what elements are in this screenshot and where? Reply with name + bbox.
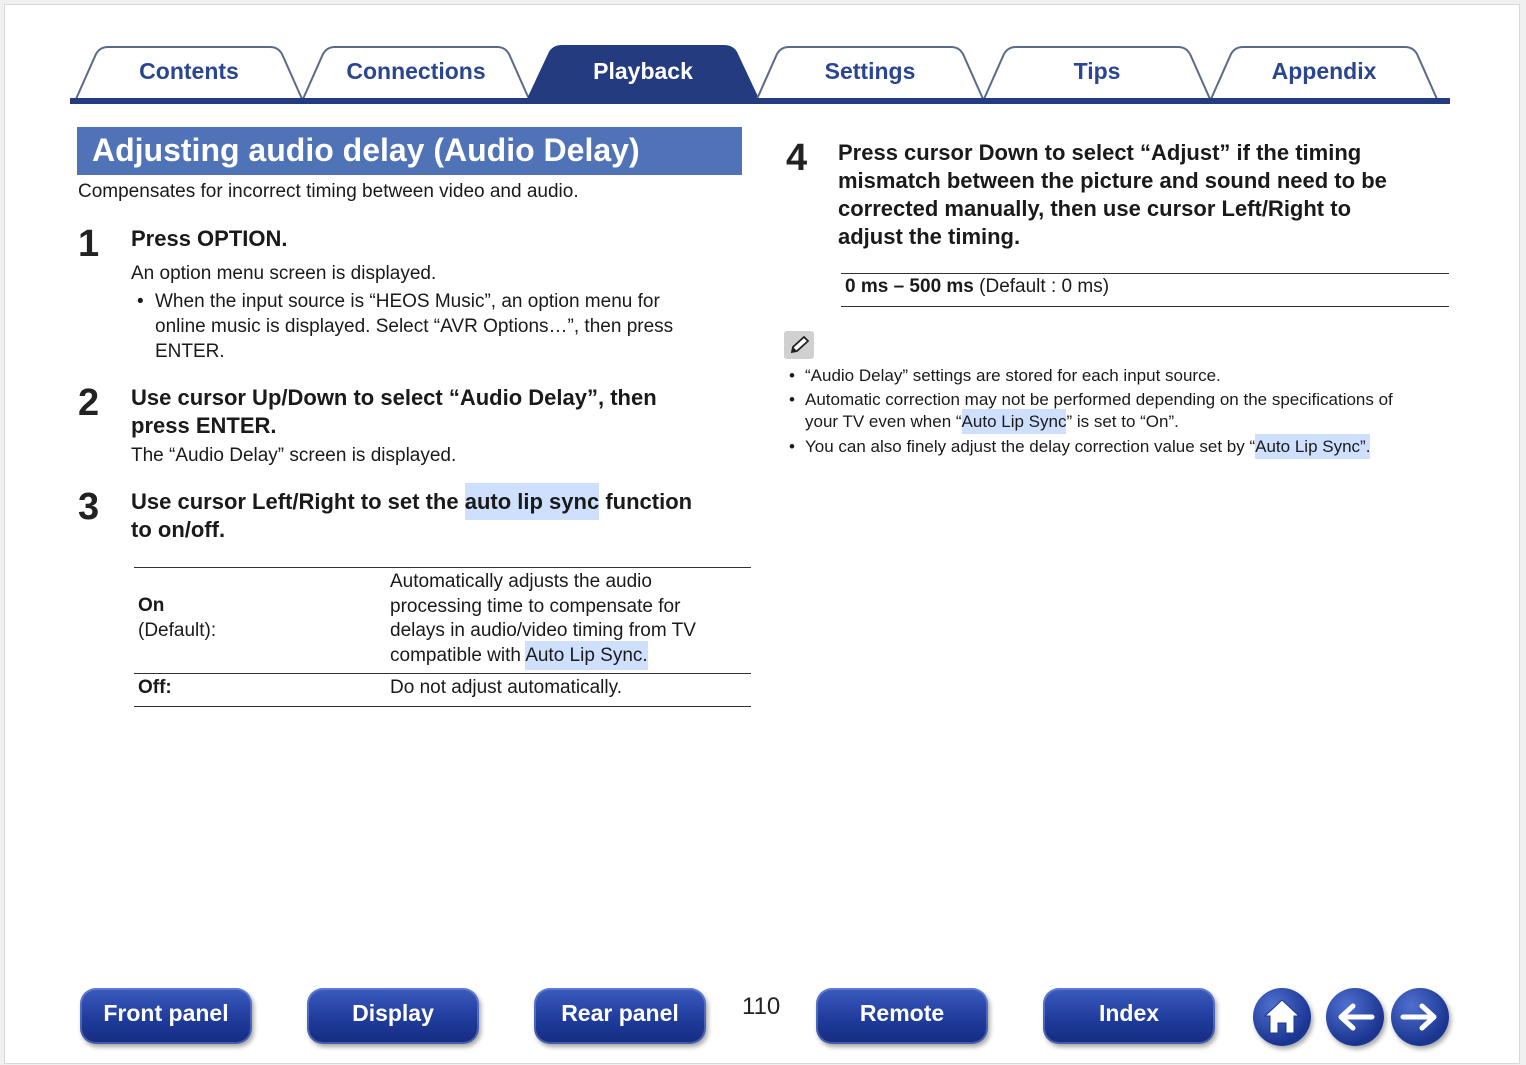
tab-connections[interactable] xyxy=(301,44,531,99)
step-number: 4 xyxy=(786,137,808,179)
note-text: “Audio Delay” settings are stored for each input source. xyxy=(805,366,1221,385)
note-text: Automatic correction may not be performed depending on the specifications of xyxy=(805,390,1393,409)
step-heading xyxy=(131,488,692,544)
rear-panel-button[interactable] xyxy=(534,988,706,1044)
bullet-line: When the input source is “HEOS Music”, an option menu for xyxy=(155,291,660,312)
auto-lip-sync-link[interactable]: auto lip sync xyxy=(465,483,599,520)
description-line xyxy=(390,644,696,669)
step-heading xyxy=(131,384,657,440)
page-number: 110 xyxy=(742,993,781,1020)
tab-playback[interactable] xyxy=(528,44,758,99)
description-line: Automatically adjusts the audio xyxy=(390,571,652,592)
note-fragment: You can also finely adjust the delay correction value set by “ xyxy=(805,437,1256,456)
bullet-line: online music is displayed. Select “AVR Options…”, then press xyxy=(155,316,674,337)
tab-tips[interactable] xyxy=(982,44,1212,99)
tab-contents[interactable] xyxy=(74,44,304,99)
pencil-icon xyxy=(784,331,814,359)
button-label: Front panel xyxy=(103,1000,229,1026)
step-heading: Press OPTION. xyxy=(131,226,288,251)
default-text: (Default): xyxy=(138,619,217,641)
step-number: 3 xyxy=(78,486,100,528)
bullet-dot: • xyxy=(789,366,795,385)
delay-range xyxy=(845,276,1109,298)
table-cell-description: Do not adjust automatically. xyxy=(390,677,622,698)
tab-label: Connections xyxy=(346,58,486,84)
bullet-dot: • xyxy=(789,390,795,409)
step-number: 1 xyxy=(78,223,100,265)
home-icon[interactable] xyxy=(1253,988,1311,1046)
step-heading-line: Use cursor Up/Down to select “Audio Delay”, then xyxy=(131,385,657,410)
step-heading-line: mismatch between the picture and sound need to be xyxy=(838,168,1387,193)
table-rule xyxy=(134,673,751,674)
arrow-left-icon[interactable] xyxy=(1326,988,1384,1046)
tab-label: Settings xyxy=(824,58,916,84)
step-heading-line: Press cursor Down to select “Adjust” if the timing xyxy=(838,140,1362,165)
description-line: processing time to compensate for xyxy=(390,595,681,617)
index-button[interactable] xyxy=(1043,988,1215,1044)
button-label: Index xyxy=(1098,1000,1160,1026)
table-rule xyxy=(134,706,751,707)
step-heading-line: press ENTER. xyxy=(131,413,277,438)
note-item xyxy=(789,389,1393,433)
page-subtitle: Compensates for incorrect timing between video and audio. xyxy=(78,181,579,202)
button-label: Display xyxy=(352,1000,434,1026)
bullet-dot: • xyxy=(137,291,144,312)
option-default xyxy=(138,619,216,644)
section-title-banner xyxy=(77,127,742,175)
tab-label: Playback xyxy=(593,58,693,84)
range-rule xyxy=(841,273,1449,274)
step-heading-line: adjust the timing. xyxy=(838,224,1021,249)
step-heading xyxy=(838,139,1387,251)
bullet-line: ENTER. xyxy=(155,341,225,362)
tab-label: Contents xyxy=(139,58,239,84)
note-item xyxy=(789,365,1221,387)
table-cell-label xyxy=(138,594,216,643)
button-label: Remote xyxy=(859,1000,945,1026)
table-cell-label: Off: xyxy=(138,677,172,698)
display-button[interactable] xyxy=(307,988,479,1044)
arrow-right-icon[interactable] xyxy=(1391,988,1449,1046)
tab-label: Tips xyxy=(1073,58,1121,84)
range-value: 0 ms – 500 ms xyxy=(845,276,974,297)
range-rule xyxy=(841,306,1449,307)
table-rule xyxy=(134,567,751,568)
note-fragment: your TV even when “ xyxy=(805,412,962,431)
step-heading-line: corrected manually, then use cursor Left/Right to xyxy=(838,196,1352,221)
tab-settings[interactable] xyxy=(755,44,985,99)
bullet-dot: • xyxy=(789,437,795,456)
step-heading-line: to on/off. xyxy=(131,517,226,542)
step-heading-line xyxy=(131,488,692,516)
heading-text: Use cursor Left/Right to set the xyxy=(131,489,465,514)
note-fragment: ” is set to “On”. xyxy=(1066,412,1179,431)
range-default: (Default : 0 ms) xyxy=(973,276,1110,297)
auto-lip-sync-link[interactable]: Auto Lip Sync”. xyxy=(1255,434,1370,459)
step-body: An option menu screen is displayed. xyxy=(131,263,437,284)
step-body: The “Audio Delay” screen is displayed. xyxy=(131,445,457,466)
description-text: compatible with xyxy=(390,644,526,666)
tab-appendix[interactable] xyxy=(1209,44,1439,99)
heading-text: function xyxy=(599,489,693,514)
front-panel-button[interactable] xyxy=(80,988,252,1044)
remote-button[interactable] xyxy=(816,988,988,1044)
table-cell-description xyxy=(390,570,696,668)
tab-underline-bar xyxy=(70,98,1450,104)
note-item xyxy=(789,436,1371,458)
note-text xyxy=(805,411,1393,433)
tab-label: Appendix xyxy=(1271,58,1377,84)
page-title: Adjusting audio delay (Audio Delay) xyxy=(92,132,640,168)
option-name: On xyxy=(138,595,165,616)
auto-lip-sync-link[interactable]: Auto Lip Sync xyxy=(962,409,1067,434)
step-number: 2 xyxy=(78,382,100,424)
section-tabs xyxy=(70,44,1450,104)
step-bullet xyxy=(137,289,674,364)
button-label: Rear panel xyxy=(561,1000,679,1026)
auto-lip-sync-link[interactable]: Auto Lip Sync. xyxy=(525,641,648,670)
description-line: delays in audio/video timing from TV xyxy=(390,620,696,641)
